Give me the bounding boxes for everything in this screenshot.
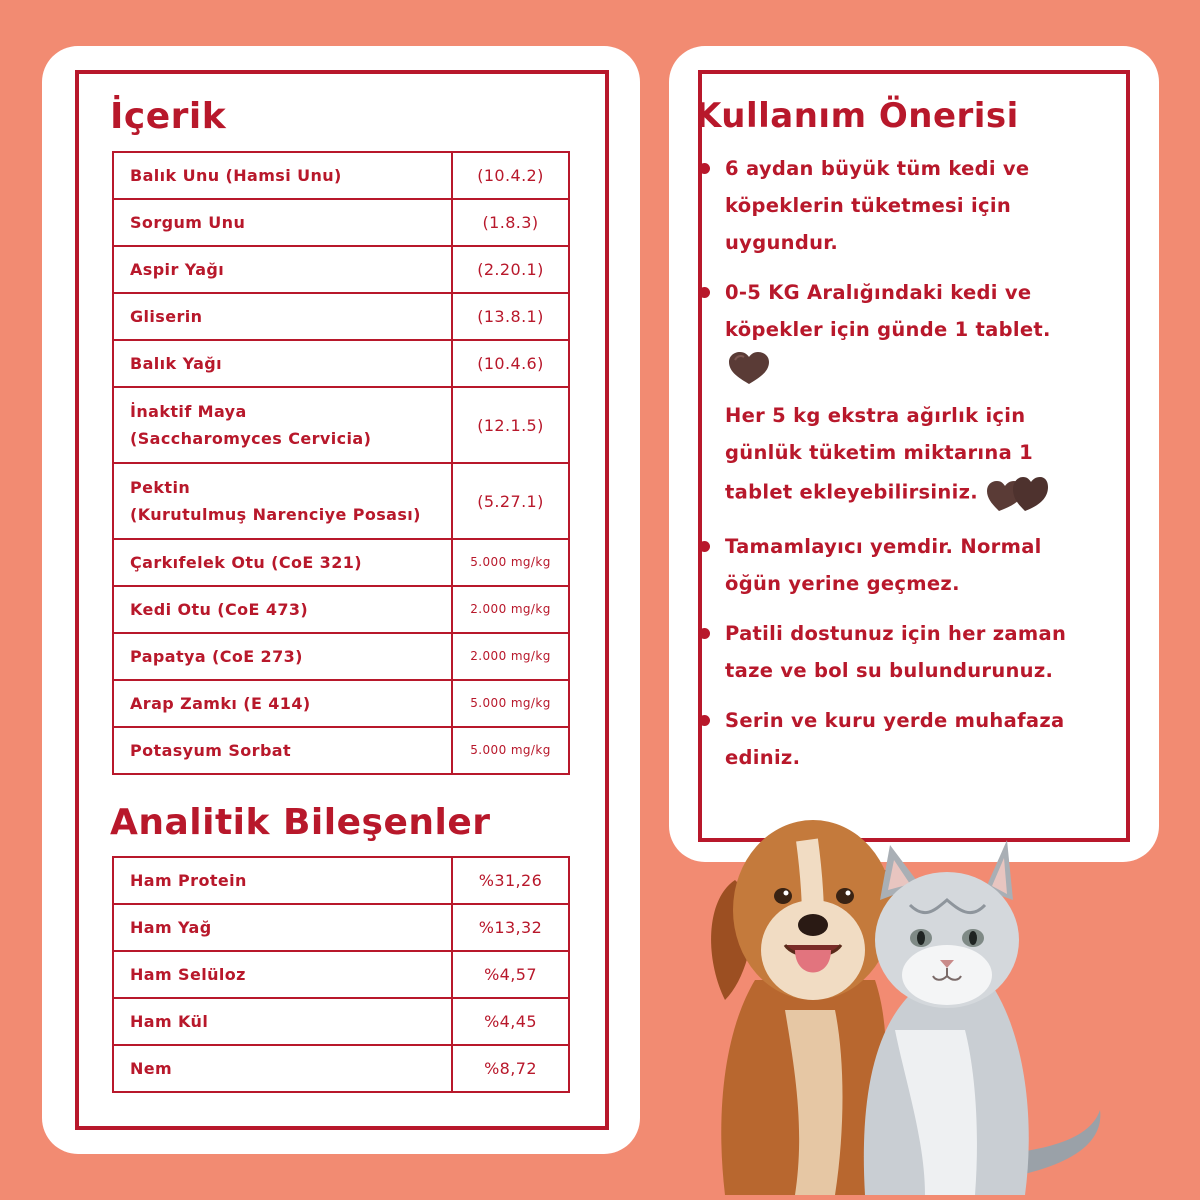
ingredient-value: 2.000 mg/kg (452, 586, 569, 633)
table-row (113, 904, 569, 951)
ingredient-value: (10.4.2) (452, 152, 569, 199)
component-value: %4,57 (452, 951, 569, 998)
bullet-icon (699, 715, 710, 726)
component-name: Ham Yağ (113, 904, 452, 951)
ingredients-title: İçerik (110, 96, 227, 137)
ingredient-name-line1: Pektin (130, 478, 191, 497)
table-row (113, 246, 569, 293)
ingredient-value: 5.000 mg/kg (452, 727, 569, 774)
table-row (113, 951, 569, 998)
bullet-icon (699, 628, 710, 639)
table-row (113, 340, 569, 387)
ingredient-value: (12.1.5) (452, 387, 569, 463)
table-row (113, 463, 569, 539)
component-name: Ham Protein (113, 857, 452, 904)
table-row (113, 857, 569, 904)
table-row (113, 199, 569, 246)
ingredient-name: Balık Unu (Hamsi Unu) (113, 152, 452, 199)
component-value: %13,32 (452, 904, 569, 951)
usage-text: 6 aydan büyük tüm kedi ve köpeklerin tüketmesi için uygundur. (725, 157, 1030, 254)
ingredient-name-line2: (Saccharomyces Cervicia) (130, 429, 372, 448)
usage-list (725, 150, 1105, 789)
component-value: %31,26 (452, 857, 569, 904)
analytics-title: Analitik Bileşenler (110, 802, 491, 843)
ingredients-card (42, 46, 640, 1154)
ingredient-value: 2.000 mg/kg (452, 633, 569, 680)
list-item (725, 702, 1105, 776)
bullet-icon (699, 163, 710, 174)
usage-text: Serin ve kuru yerde muhafaza ediniz. (725, 709, 1065, 769)
component-name: Nem (113, 1045, 452, 1092)
component-value: %8,72 (452, 1045, 569, 1092)
table-row (113, 633, 569, 680)
usage-text: Tamamlayıcı yemdir. Normal öğün yerine geçmez. (725, 535, 1042, 595)
ingredient-value: (2.20.1) (452, 246, 569, 293)
ingredient-name: Balık Yağı (113, 340, 452, 387)
ingredient-name: Kedi Otu (CoE 473) (113, 586, 452, 633)
usage-extra-text (725, 397, 1105, 515)
tablet-row (725, 348, 1105, 394)
ingredient-value: 5.000 mg/kg (452, 680, 569, 727)
dog-and-cat-illustration (695, 810, 1115, 1195)
ingredient-name: Gliserin (113, 293, 452, 340)
usage-title: Kullanım Önerisi (695, 96, 1019, 136)
usage-extra-text-content: Her 5 kg ekstra ağırlık için günlük tüketim miktarına 1 tablet ekleyebilirsiniz. (725, 404, 1033, 504)
ingredient-value: (1.8.3) (452, 199, 569, 246)
ingredient-name: Aspir Yağı (113, 246, 452, 293)
list-item (725, 150, 1105, 261)
table-row (113, 387, 569, 463)
ingredient-value: 5.000 mg/kg (452, 539, 569, 586)
table-row (113, 586, 569, 633)
table-row (113, 680, 569, 727)
ingredient-name (113, 463, 452, 539)
ingredient-name: Papatya (CoE 273) (113, 633, 452, 680)
ingredient-value: (13.8.1) (452, 293, 569, 340)
table-row (113, 293, 569, 340)
double-tablet-icon (985, 471, 1049, 515)
ingredient-value: (5.27.1) (452, 463, 569, 539)
analytics-table (112, 856, 570, 1093)
ingredients-table (112, 151, 570, 775)
ingredient-name: Sorgum Unu (113, 199, 452, 246)
table-row (113, 152, 569, 199)
ingredient-value: (10.4.6) (452, 340, 569, 387)
usage-text: Patili dostunuz için her zaman taze ve bol su bulundurunuz. (725, 622, 1067, 682)
list-item (725, 615, 1105, 689)
bullet-icon (699, 287, 710, 298)
component-name: Ham Kül (113, 998, 452, 1045)
cat-icon (864, 840, 1101, 1195)
table-row (113, 1045, 569, 1092)
usage-text: 0-5 KG Aralığındaki kedi ve köpekler için günde 1 tablet. (725, 281, 1051, 341)
list-item (725, 528, 1105, 602)
component-value: %4,45 (452, 998, 569, 1045)
ingredient-name: Arap Zamkı (E 414) (113, 680, 452, 727)
ingredient-name: Çarkıfelek Otu (CoE 321) (113, 539, 452, 586)
list-item (725, 274, 1105, 515)
table-row (113, 727, 569, 774)
ingredient-name: Potasyum Sorbat (113, 727, 452, 774)
table-row (113, 998, 569, 1045)
heart-tablet-icon (725, 348, 773, 388)
usage-card (669, 46, 1159, 862)
table-row (113, 539, 569, 586)
bullet-icon (699, 541, 710, 552)
ingredient-name (113, 387, 452, 463)
component-name: Ham Selüloz (113, 951, 452, 998)
ingredient-name-line2: (Kurutulmuş Narenciye Posası) (130, 505, 421, 524)
ingredient-name-line1: İnaktif Maya (130, 402, 247, 421)
